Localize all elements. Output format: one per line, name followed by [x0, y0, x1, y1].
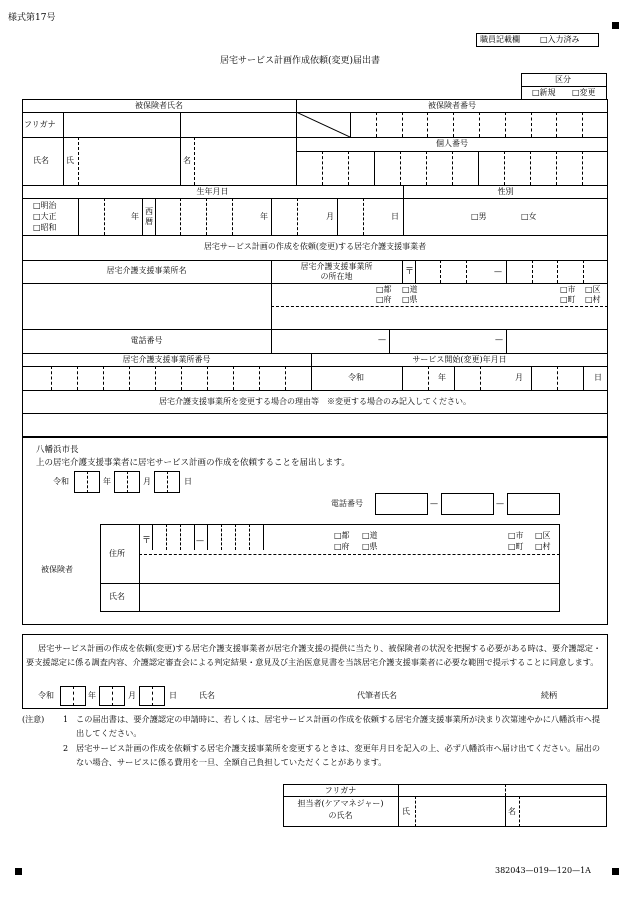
year-mark: 年 — [131, 212, 139, 221]
insured-label: 被保険者 — [41, 565, 73, 574]
form-number: 様式第17号 — [8, 13, 56, 23]
era-meiji-checkbox[interactable]: □明治 — [33, 201, 57, 210]
address-header-line2: の所在地 — [320, 272, 353, 281]
cm-label-line1: 担当者(ケアマネジャー) — [297, 799, 384, 808]
insured-name-header: 被保険者氏名 — [135, 101, 183, 110]
phone-dash: — — [496, 499, 504, 508]
postal-mark: 〒 — [142, 536, 152, 546]
pref-to-checkbox[interactable]: □都 — [334, 531, 350, 540]
sex-header: 性別 — [497, 187, 514, 196]
mayor-label: 八幡浜市長 — [36, 445, 79, 455]
pref-ken-checkbox[interactable]: □県 — [402, 295, 418, 304]
declaration-reiwa: 令和 — [53, 477, 69, 486]
postal-mark: 〒 — [405, 267, 415, 277]
cm-label-line2: の氏名 — [328, 811, 353, 820]
note-1: この届出書は、要介護認定の申請時に、若しくは、居宅サービス計画の作成を依頼する居宅介護支援事業所が決まり次第速やかに八幡浜市へ提出してください。 — [76, 714, 601, 738]
female-checkbox[interactable]: □女 — [521, 212, 537, 221]
phone-label: 電話番号 — [130, 336, 163, 345]
declaration-month: 月 — [143, 477, 151, 486]
pref-do-checkbox[interactable]: □道 — [362, 531, 378, 540]
relation-label: 続柄 — [541, 691, 557, 700]
cm-given-mark: 名 — [508, 807, 516, 816]
city-shi-checkbox[interactable]: □市 — [508, 531, 524, 540]
pref-fu-checkbox[interactable]: □府 — [334, 542, 350, 551]
name-label: 氏名 — [109, 592, 125, 601]
declaration-text: 上の居宅介護支援事業者に居宅サービス計画の作成を依頼することを届出します。 — [36, 458, 350, 468]
footer-code: 382043—019—120—1A — [495, 866, 591, 875]
pref-do-checkbox[interactable]: □道 — [402, 285, 418, 294]
western-era-label: 西暦 — [145, 207, 153, 226]
note-1-number: 1 — [63, 715, 69, 724]
registration-mark — [612, 22, 619, 29]
city-son-checkbox[interactable]: □村 — [535, 542, 551, 551]
name-label: 氏名 — [33, 156, 49, 165]
phone-dash: — — [378, 335, 386, 344]
change-reason-header: 居宅介護支援事業所を変更する場合の理由等 ※変更する場合のみ記入してください。 — [159, 397, 471, 406]
note-2-number: 2 — [63, 744, 69, 753]
phone-dash: — — [430, 499, 438, 508]
address-header-line1: 居宅介護支援事業所 — [300, 262, 373, 271]
change-checkbox[interactable]: □変更 — [572, 88, 596, 97]
cm-furigana-label: フリガナ — [324, 786, 357, 795]
consent-year: 年 — [88, 691, 96, 700]
consent-month: 月 — [128, 691, 136, 700]
staff-box-label: 職員記載欄 — [480, 35, 520, 44]
consent-day: 日 — [169, 691, 177, 700]
personal-number-header: 個人番号 — [436, 139, 468, 148]
month-mark: 月 — [326, 212, 334, 221]
city-son-checkbox[interactable]: □村 — [585, 295, 601, 304]
service-start-header: サービス開始(変更)年月日 — [412, 355, 507, 364]
new-checkbox[interactable]: □新規 — [532, 88, 556, 97]
service-start-year: 年 — [438, 373, 446, 382]
pref-fu-checkbox[interactable]: □府 — [376, 295, 392, 304]
furigana-label: フリガナ — [24, 120, 56, 129]
phone-box-3[interactable] — [507, 493, 560, 515]
city-cho-checkbox[interactable]: □町 — [508, 542, 524, 551]
registration-mark — [612, 868, 619, 875]
service-start-month: 月 — [515, 373, 523, 382]
phone-dash: — — [495, 335, 503, 344]
declaration-phone-label: 電話番号 — [331, 499, 363, 508]
era-showa-checkbox[interactable]: □昭和 — [33, 223, 57, 232]
provider-section-title: 居宅サービス計画の作成を依頼(変更)する居宅介護支援事業者 — [203, 242, 427, 251]
era-taisho-checkbox[interactable]: □大正 — [33, 212, 57, 221]
consent-name-label: 氏名 — [199, 691, 215, 700]
phone-box-2[interactable] — [441, 493, 494, 515]
city-ku-checkbox[interactable]: □区 — [585, 285, 601, 294]
declaration-day: 日 — [184, 477, 192, 486]
registration-mark — [15, 868, 22, 875]
insured-address-table — [100, 524, 560, 612]
phone-box-1[interactable] — [375, 493, 428, 515]
slash-cell — [296, 112, 350, 137]
year-mark: 年 — [260, 212, 268, 221]
city-shi-checkbox[interactable]: □市 — [560, 285, 576, 294]
note-2: 居宅サービス計画の作成を依頼する居宅介護支援事業所を変更するときは、変更年月日を記入の上、必ず八幡浜市へ届け出てください。届出のない場合、サービスに係る費用を一旦、全額自己負担していただくことがあります。 — [76, 743, 601, 767]
notes-label: (注意) — [22, 715, 45, 724]
postal-dash: — — [196, 536, 204, 545]
city-cho-checkbox[interactable]: □町 — [560, 295, 576, 304]
service-start-reiwa: 令和 — [348, 373, 364, 382]
page-title: 居宅サービス計画作成依頼(変更)届出書 — [220, 56, 381, 66]
postal-dash: — — [494, 267, 502, 276]
proxy-name-label: 代筆者氏名 — [357, 691, 397, 700]
male-checkbox[interactable]: □男 — [471, 212, 487, 221]
address-label: 住所 — [109, 549, 125, 558]
city-ku-checkbox[interactable]: □区 — [535, 531, 551, 540]
cm-surname-mark: 氏 — [402, 807, 410, 816]
pref-ken-checkbox[interactable]: □県 — [362, 542, 378, 551]
given-mark: 名 — [183, 156, 191, 165]
day-mark: 日 — [391, 212, 399, 221]
service-start-day: 日 — [594, 373, 602, 382]
pref-to-checkbox[interactable]: □都 — [376, 285, 392, 294]
consent-reiwa: 令和 — [38, 691, 54, 700]
birth-date-header: 生年月日 — [196, 187, 229, 196]
category-label: 区分 — [555, 75, 571, 84]
input-done-checkbox[interactable]: □入力済み — [540, 35, 580, 44]
insured-number-header: 被保険者番号 — [428, 101, 476, 110]
declaration-year: 年 — [103, 477, 111, 486]
surname-mark: 氏 — [66, 156, 74, 165]
office-name-header: 居宅介護支援事業所名 — [106, 266, 187, 275]
consent-text: 居宅サービス計画の作成を依頼(変更)する居宅介護支援事業者が居宅介護支援の提供に当たり、被保険者の状況を把握する必要がある時は、要介護認定・要支援認定に係る調査内容、介護認定審査会による判定結果・意見及び主治医意見書を当該居宅介護支援事業者に必要な範囲で提示することに同意します。 — [26, 643, 602, 667]
office-number-header: 居宅介護支援事業所番号 — [122, 355, 211, 364]
